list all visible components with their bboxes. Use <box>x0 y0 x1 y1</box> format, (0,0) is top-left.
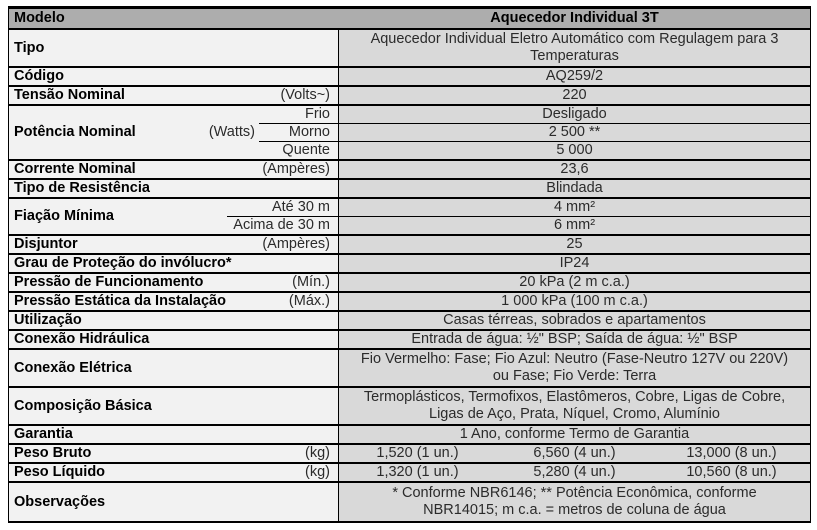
row-label-cell <box>9 106 259 159</box>
row-label-cell <box>9 293 339 310</box>
row-unit: (Volts~) <box>280 87 330 103</box>
table-row-peso-liquido <box>9 462 810 481</box>
row-label: Disjuntor <box>14 236 78 252</box>
row-value: Casas térreas, sobrados e apartamentos <box>339 312 810 329</box>
row-label-cell <box>9 180 339 197</box>
subrow-quente <box>259 141 810 159</box>
row-label-cell <box>9 426 339 443</box>
row-value: 220 <box>339 87 810 104</box>
row-label: Pressão Estática da Instalação <box>14 293 226 309</box>
row-values <box>339 464 810 481</box>
row-label-cell <box>9 255 339 272</box>
subrow-value: 5 000 <box>339 142 810 159</box>
row-value: Aquecedor Individual Eletro Automático com Regulagem para 3 Temperaturas <box>339 30 810 66</box>
weight-value-4un: 6,560 (4 un.) <box>533 445 616 461</box>
row-label-cell <box>9 312 339 329</box>
subrow-acima-30m <box>227 216 810 234</box>
row-label: Conexão Hidráulica <box>14 331 150 347</box>
row-unit: (Watts) <box>208 124 255 140</box>
row-value: 23,6 <box>339 161 810 178</box>
row-label: Tensão Nominal <box>14 87 125 103</box>
row-label-cell <box>9 350 339 386</box>
row-unit: (Mín.) <box>292 274 330 290</box>
row-label: Grau de Proteção do invólucro* <box>14 255 232 271</box>
table-row-tensao-nominal <box>9 85 810 104</box>
table-row-pressao-funcionamento <box>9 272 810 291</box>
row-value: Blindada <box>339 180 810 197</box>
row-label-cell <box>9 199 227 234</box>
subrow-label: Frio <box>259 106 339 123</box>
row-label-cell <box>9 388 339 424</box>
row-label: Corrente Nominal <box>14 161 136 177</box>
row-label-cell <box>9 464 339 481</box>
subrow-morno <box>259 123 810 141</box>
row-value: Entrada de água: ½" BSP; Saída de água: ½" BSP <box>339 331 810 348</box>
row-label-cell <box>9 30 339 66</box>
spec-table <box>8 6 811 523</box>
row-label: Peso Líquido <box>14 464 106 480</box>
table-row-composicao-basica <box>9 386 810 424</box>
table-row-pressao-estatica <box>9 291 810 310</box>
row-label: Código <box>14 68 64 84</box>
row-unit: (kg) <box>305 445 330 461</box>
table-row-grau-protecao <box>9 253 810 272</box>
row-label: Peso Bruto <box>14 445 92 461</box>
subrow-ate-30m <box>227 199 810 216</box>
row-label-cell <box>9 274 339 291</box>
row-label-cell <box>9 161 339 178</box>
table-row-garantia <box>9 424 810 443</box>
row-label: Potência Nominal <box>14 124 136 140</box>
row-value: 20 kPa (2 m c.a.) <box>339 274 810 291</box>
row-label: Observações <box>14 493 106 510</box>
row-label: Tipo de Resistência <box>14 180 150 196</box>
table-header-row <box>9 9 810 28</box>
row-label: Conexão Elétrica <box>14 359 132 376</box>
table-row-peso-bruto <box>9 443 810 462</box>
weight-value-8un: 10,560 (8 un.) <box>686 464 777 480</box>
subrow-label: Morno <box>259 124 339 141</box>
subrow-label: Acima de 30 m <box>227 217 339 234</box>
row-value: Termoplásticos, Termofixos, Elastômeros, Cobre, Ligas de Cobre, Ligas de Aço, Prata, Níquel, Cromo, Alumínio <box>339 388 810 424</box>
row-label: Pressão de Funcionamento <box>14 274 204 290</box>
row-label: Tipo <box>14 39 45 56</box>
row-unit: (Máx.) <box>288 293 330 309</box>
subrow-label: Quente <box>259 142 339 159</box>
subrow-value: 6 mm² <box>339 217 810 234</box>
row-label-cell <box>9 236 339 253</box>
row-value: 1 Ano, conforme Termo de Garantia <box>339 426 810 443</box>
row-value: 25 <box>339 236 810 253</box>
subrow-frio <box>259 106 810 123</box>
row-label: Composição Básica <box>14 397 152 414</box>
table-row-tipo <box>9 28 810 66</box>
subrow-value: Desligado <box>339 106 810 123</box>
row-label: Garantia <box>14 426 73 442</box>
subrow-group <box>259 106 810 159</box>
weight-value-4un: 5,280 (4 un.) <box>533 464 616 480</box>
row-label-cell <box>9 87 339 104</box>
row-unit: (Ampères) <box>262 236 330 252</box>
row-value: Fio Vermelho: Fase; Fio Azul: Neutro (Fase-Neutro 127V ou 220V) ou Fase; Fio Verde: Terra <box>339 350 810 386</box>
table-row-codigo <box>9 66 810 85</box>
table-row-fiacao-minima <box>9 197 810 234</box>
header-label: Modelo <box>14 10 65 26</box>
row-label: Utilização <box>14 312 82 328</box>
weight-value-1un: 1,320 (1 un.) <box>376 464 459 480</box>
table-row-conexao-hidraulica <box>9 329 810 348</box>
header-value: Aquecedor Individual 3T <box>490 10 659 26</box>
subrow-value: 4 mm² <box>339 199 810 216</box>
row-value: AQ259/2 <box>339 68 810 85</box>
subrow-group <box>227 199 810 234</box>
table-row-corrente-nominal <box>9 159 810 178</box>
row-unit: (kg) <box>305 464 330 480</box>
table-row-potencia-nominal <box>9 104 810 159</box>
row-values <box>339 445 810 462</box>
weight-value-1un: 1,520 (1 un.) <box>376 445 459 461</box>
table-row-disjuntor <box>9 234 810 253</box>
table-row-conexao-eletrica <box>9 348 810 386</box>
weight-value-8un: 13,000 (8 un.) <box>686 445 777 461</box>
row-unit: (Ampères) <box>262 161 330 177</box>
row-value: * Conforme NBR6146; ** Potência Econômica, conforme NBR14015; m c.a. = metros de coluna de água <box>339 483 810 521</box>
subrow-value: 2 500 ** <box>339 124 810 141</box>
table-row-tipo-resistencia <box>9 178 810 197</box>
row-label-cell <box>9 331 339 348</box>
table-row-observacoes <box>9 481 810 521</box>
row-label: Fiação Mínima <box>14 208 114 224</box>
table-row-utilizacao <box>9 310 810 329</box>
row-label-cell <box>9 445 339 462</box>
row-label-cell <box>9 483 339 521</box>
subrow-label: Até 30 m <box>227 199 339 216</box>
row-value: 1 000 kPa (100 m c.a.) <box>339 293 810 310</box>
row-label-cell <box>9 68 339 85</box>
row-value: IP24 <box>339 255 810 272</box>
